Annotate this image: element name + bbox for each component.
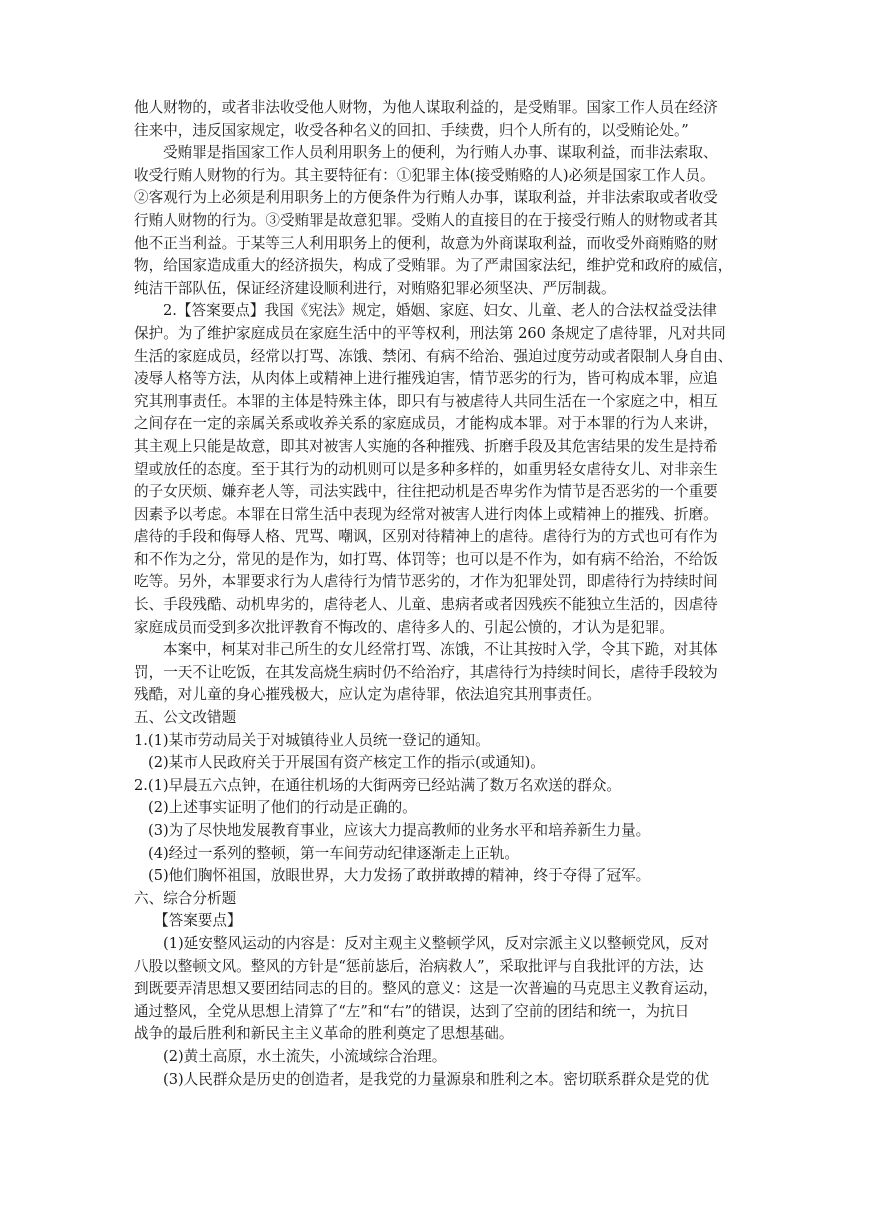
text-line: 五、公文改错题 [134, 709, 237, 727]
text-line: 本案中，柯某对非己所生的女儿经常打骂、冻饿，不让其按时入学，令其下跪，对其体 [163, 641, 718, 659]
text-line: 长、手段残酷、动机卑劣的，虐待老人、儿童、患病者或者因残疾不能独立生活的，因虐待 [134, 596, 718, 614]
text-line: 吃等。另外，本罪要求行为人虐待行为情节恶劣的，才作为犯罪处罚，即虐待行为持续时间 [134, 573, 718, 591]
text-line: 家庭成员而受到多次批评教育不悔改的、虐待多人的、引起公愤的，才认为是犯罪。 [134, 618, 674, 636]
text-line: (4)经过一系列的整顿，第一车间劳动纪律逐渐走上正轨。 [148, 844, 519, 862]
text-line: 收受行贿人财物的行为。其主要特征有：①犯罪主体(接受贿赂的人)必须是国家工作人员。 [134, 166, 715, 184]
text-line: 的子女厌烦、嫌弃老人等，司法实践中，往往把动机是否卑劣作为情节是否恶劣的一个重要 [134, 483, 718, 501]
text-line: 他不正当利益。于某等三人利用职务上的便利，故意为外商谋取利益，而收受外商贿赂的财 [134, 234, 718, 252]
text-line: 2.(1)早晨五六点钟，在通往机场的大街两旁已经站满了数万名欢送的群众。 [134, 776, 622, 794]
text-line: ②客观行为上必须是利用职务上的方便条件为行贿人办事，谋取利益，并非法索取或者收受 [134, 189, 718, 207]
text-line: 和不作为之分，常见的是作为，如打骂、体罚等；也可以是不作为，如有病不给治，不给饭 [134, 550, 718, 568]
text-line: 通过整风，全党从思想上清算了“左”和“右”的错误，达到了空前的团结和统一，为抗日 [134, 1002, 690, 1020]
text-line: 2.【答案要点】我国《宪法》规定，婚姻、家庭、妇女、儿童、老人的合法权益受法律 [163, 302, 717, 320]
text-line: (2)上述事实证明了他们的行动是正确的。 [148, 799, 417, 817]
text-line: (3)人民群众是历史的创造者，是我党的力量源泉和胜利之本。密切联系群众是党的优 [163, 1070, 710, 1088]
text-line: 生活的家庭成员，经常以打骂、冻饿、禁闭、有病不给治、强迫过度劳动或者限制人身自由、 [134, 347, 733, 365]
text-line: (3)为了尽快地发展教育事业，应该大力提高教师的业务水平和培养新生力量。 [148, 822, 651, 839]
text-line: 八股以整顿文风。整风的方针是“惩前毖后，治病救人”，采取批评与自我批评的方法，达 [134, 957, 704, 975]
text-line: 凌辱人格等方法，从肉体上或精神上进行摧残迫害，情节恶劣的行为，皆可构成本罪，应追 [134, 370, 718, 388]
text-line: 往来中，违反国家规定，收受各种名义的回扣、手续费，归个人所有的，以受贿论处。” [134, 121, 689, 139]
text-line: 纯洁干部队伍，保证经济建设顺利进行，对贿赂犯罪必须坚决、严厉制裁。 [134, 279, 616, 297]
text-line: 【答案要点】 [154, 912, 242, 930]
text-line: (1)延安整风运动的内容是：反对主观主义整顿学风，反对宗派主义以整顿党风，反对 [163, 934, 710, 952]
text-line: 行贿人财物的行为。③受贿罪是故意犯罪。受贿人的直接目的在于接受行贿人的财物或者其 [134, 211, 718, 229]
text-line: 1.(1)某市劳动局关于对城镇待业人员统一登记的通知。 [134, 731, 490, 749]
text-line: 究其刑事责任。本罪的主体是特殊主体，即只有与被虐待人共同生活在一个家庭之中，相互 [134, 392, 718, 410]
text-line: (2)黄土高原，水土流失，小流域综合治理。 [163, 1047, 447, 1065]
text-line: 残酷，对儿童的身心摧残极大，应认定为虐待罪，依法追究其刑事责任。 [134, 686, 602, 704]
text-line: 到既要弄清思想又要团结同志的目的。整风的意义：这是一次普遍的马克思主义教育运动， [134, 980, 718, 998]
text-line: 其主观上只能是故意，即其对被害人实施的各种摧残、折磨手段及其危害结果的发生是持希 [134, 437, 718, 455]
text-line: 因素予以考虑。本罪在日常生活中表现为经常对被害人进行肉体上或精神上的摧残、折磨。 [134, 505, 718, 523]
text-line: (2)某市人民政府关于开展国有资产核定工作的指示(或通知)。 [148, 754, 545, 772]
document-page [134, 97, 739, 1091]
text-line: 之间存在一定的亲属关系或收养关系的家庭成员，才能构成本罪。对于本罪的行为人来讲， [134, 415, 718, 433]
text-line: (5)他们胸怀祖国，放眼世界，大力发扬了敢拼敢搏的精神，终于夺得了冠军。 [148, 867, 651, 885]
text-line: 战争的最后胜利和新民主主义革命的胜利奠定了思想基础。 [134, 1025, 514, 1043]
text-line: 受贿罪是指国家工作人员利用职务上的便利，为行贿人办事、谋取利益，而非法索取、 [163, 144, 718, 162]
text-line: 他人财物的，或者非法收受他人财物，为他人谋取利益的，是受贿罪。国家工作人员在经济 [134, 99, 718, 116]
text-line: 保护。为了维护家庭成员在家庭生活中的平等权利，刑法第 260 条规定了虐待罪，凡对共同 [134, 324, 726, 342]
text-line: 望或放任的态度。至于其行为的动机则可以是多种多样的，如重男轻女虐待女儿、对非亲生 [134, 460, 718, 478]
text-line: 六、综合分析题 [134, 889, 237, 907]
text-line: 虐待的手段和侮辱人格、咒骂、嘲讽，区别对待精神上的虐待。虐待行为的方式也可有作为 [134, 528, 718, 546]
text-line: 罚，一天不让吃饭，在其发高烧生病时仍不给治疗，其虐待行为持续时间长，虐待手段较为 [134, 663, 718, 681]
text-line: 物，给国家造成重大的经济损失，构成了受贿罪。为了严肃国家法纪，维护党和政府的威信， [134, 257, 733, 275]
